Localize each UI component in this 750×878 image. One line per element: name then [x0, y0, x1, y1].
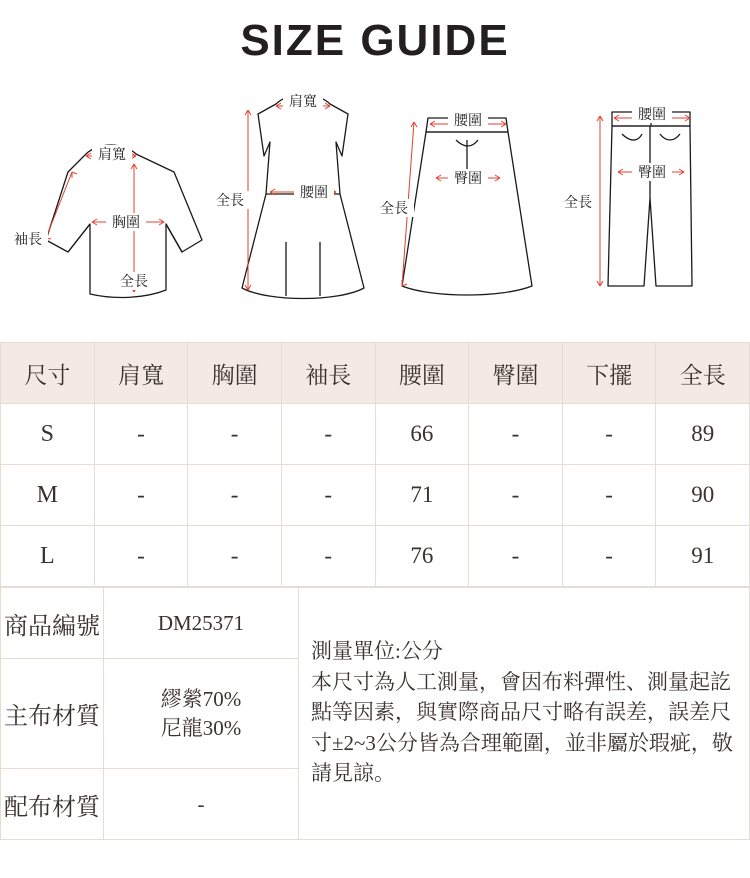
svg-text:肩寬: 肩寬 [98, 148, 126, 163]
dress-illustration [208, 82, 398, 317]
main-fabric-value [104, 659, 299, 769]
measurement-note [299, 588, 750, 840]
col-header-length: 全長 [656, 343, 750, 404]
cell-shoulder: - [94, 404, 188, 465]
info-table [0, 587, 750, 840]
col-header-size: 尺寸 [1, 343, 95, 404]
cell-bust: - [188, 404, 282, 465]
col-header-waist: 腰圍 [375, 343, 469, 404]
note-line-3: 點等因素，與實際商品尺寸略有誤差，誤差尺 [311, 700, 731, 725]
svg-text:腰圍: 腰圍 [638, 108, 666, 123]
product-no-label: 商品編號 [1, 588, 104, 659]
sub-fabric-value: - [104, 769, 299, 840]
col-header-shoulder: 肩寬 [94, 343, 188, 404]
svg-text:全長: 全長 [564, 196, 592, 211]
note-line-2: 本尺寸為人工測量，會因布料彈性、測量起訖 [311, 669, 731, 694]
svg-text:臀圍: 臀圍 [638, 166, 666, 181]
cell-hip: - [469, 465, 563, 526]
cell-size: L [1, 526, 95, 587]
svg-text:腰圍: 腰圍 [300, 186, 328, 201]
cell-hip: - [469, 404, 563, 465]
cell-waist: 76 [375, 526, 469, 587]
cell-size: S [1, 404, 95, 465]
cell-length: 90 [656, 465, 750, 526]
size-table [0, 342, 750, 587]
cell-hip: - [469, 526, 563, 587]
cell-bust: - [188, 465, 282, 526]
cell-shoulder: - [94, 526, 188, 587]
table-header-row [1, 343, 750, 404]
note-line-5: 請見諒。 [311, 761, 395, 786]
svg-text:臀圍: 臀圍 [454, 172, 482, 187]
product-no-value: DM25371 [104, 588, 299, 659]
note-line-4: 寸±2~3公分皆為合理範圍，並非屬於瑕疵，敬 [311, 730, 733, 755]
table-row [1, 465, 750, 526]
cell-sleeve: - [281, 465, 375, 526]
skirt-illustration [372, 100, 562, 315]
pants-illustration [556, 86, 746, 316]
main-fabric-label: 主布材質 [1, 659, 104, 769]
top-illustration [6, 112, 226, 327]
cell-sleeve: - [281, 526, 375, 587]
cell-waist: 71 [375, 465, 469, 526]
info-row-product-no [1, 588, 750, 659]
cell-bust: - [188, 526, 282, 587]
cell-hem: - [562, 404, 656, 465]
cell-hem: - [562, 526, 656, 587]
svg-text:全長: 全長 [120, 275, 148, 290]
sub-fabric-label: 配布材質 [1, 769, 104, 840]
col-header-bust: 胸圍 [188, 343, 282, 404]
cell-sleeve: - [281, 404, 375, 465]
cell-waist: 66 [375, 404, 469, 465]
table-row [1, 526, 750, 587]
page-title: SIZE GUIDE [240, 16, 510, 65]
svg-text:全長: 全長 [380, 202, 408, 217]
table-row [1, 404, 750, 465]
col-header-sleeve: 袖長 [281, 343, 375, 404]
cell-hem: - [562, 465, 656, 526]
illustration-band [0, 72, 750, 342]
cell-shoulder: - [94, 465, 188, 526]
main-fabric-line-1: 繆縈70% [160, 687, 242, 712]
cell-length: 89 [656, 404, 750, 465]
svg-text:腰圍: 腰圍 [454, 114, 482, 129]
cell-size: M [1, 465, 95, 526]
col-header-hem: 下擺 [562, 343, 656, 404]
svg-text:袖長: 袖長 [14, 233, 42, 248]
svg-text:肩寬: 肩寬 [289, 95, 317, 110]
svg-text:全長: 全長 [216, 194, 244, 209]
col-header-hip: 臀圍 [469, 343, 563, 404]
svg-text:胸圍: 胸圍 [112, 216, 140, 231]
note-line-1: 測量單位:公分 [311, 639, 443, 664]
cell-length: 91 [656, 526, 750, 587]
main-fabric-line-2: 尼龍30% [160, 715, 242, 740]
